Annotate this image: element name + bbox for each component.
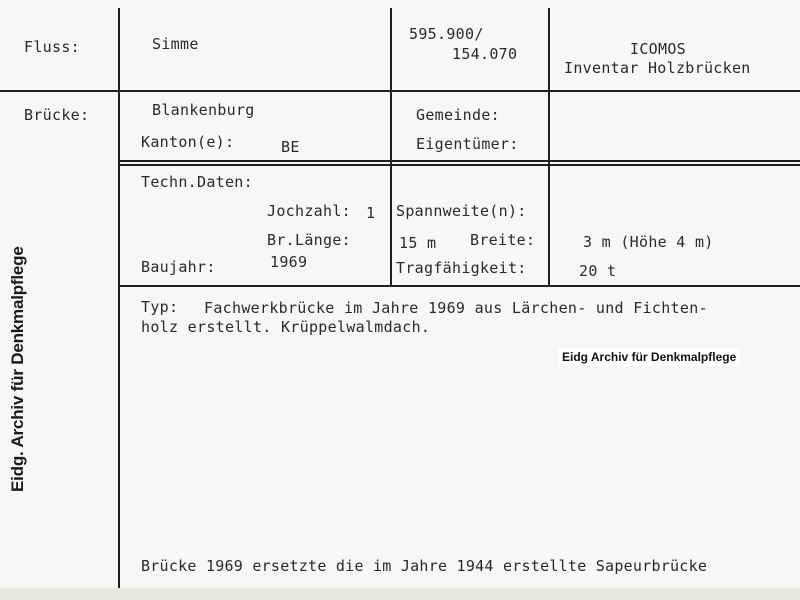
eigentuemer-label: Eigentümer: — [416, 135, 519, 153]
jochzahl-value: 1 — [366, 204, 376, 222]
archive-note: Eidg Archiv für Denkmalpflege — [558, 348, 740, 366]
gemeinde-label: Gemeinde: — [416, 106, 500, 124]
fluss-value: Simme — [152, 35, 199, 53]
typ-line1: Fachwerkbrücke im Jahre 1969 aus Lärchen- und Fichten- — [204, 299, 708, 317]
coordinates-line1: 595.900/ — [409, 25, 484, 43]
baujahr-value: 1969 — [270, 253, 308, 271]
hline-tech-bottom — [118, 285, 800, 287]
fluss-label: Fluss: — [24, 38, 80, 56]
coordinates-line2: 154.070 — [452, 45, 518, 63]
breite-value: 3 m (Höhe 4 m) — [583, 233, 714, 251]
jochzahl-label: Jochzahl: — [267, 202, 351, 220]
bridge-name: Blankenburg — [152, 101, 255, 119]
typ-line2: holz erstellt. Krüppelwalmdach. — [141, 318, 431, 336]
tech-heading: Techn.Daten: — [141, 173, 253, 191]
tragfaehigkeit-value: 20 t — [579, 262, 617, 280]
archive-side-stamp: Eidg. Archiv für Denkmalpflege — [8, 246, 27, 492]
vline-right — [548, 8, 550, 286]
typ-label: Typ: — [141, 298, 179, 316]
bruecke-label: Brücke: — [24, 106, 90, 124]
kanton-label: Kanton(e): — [141, 133, 235, 151]
vline-mid — [390, 8, 392, 286]
hline-double-a — [118, 160, 800, 162]
org-line1: ICOMOS — [630, 40, 686, 58]
hline-top — [0, 90, 800, 92]
hline-double-b — [118, 164, 800, 166]
spannweite-label: Spannweite(n): — [396, 202, 527, 220]
tragfaehigkeit-label: Tragfähigkeit: — [396, 259, 527, 277]
baujahr-label: Baujahr: — [141, 258, 216, 276]
card-bottom-edge — [0, 588, 800, 600]
laenge-value: 15 m — [399, 234, 437, 252]
laenge-label: Br.Länge: — [267, 231, 351, 249]
org-line2: Inventar Holzbrücken — [564, 59, 751, 77]
breite-label: Breite: — [470, 231, 536, 249]
kanton-value: BE — [281, 138, 300, 156]
vline-left — [118, 8, 120, 588]
footer-note: Brücke 1969 ersetzte die im Jahre 1944 erstellte Sapeurbrücke — [141, 557, 708, 575]
